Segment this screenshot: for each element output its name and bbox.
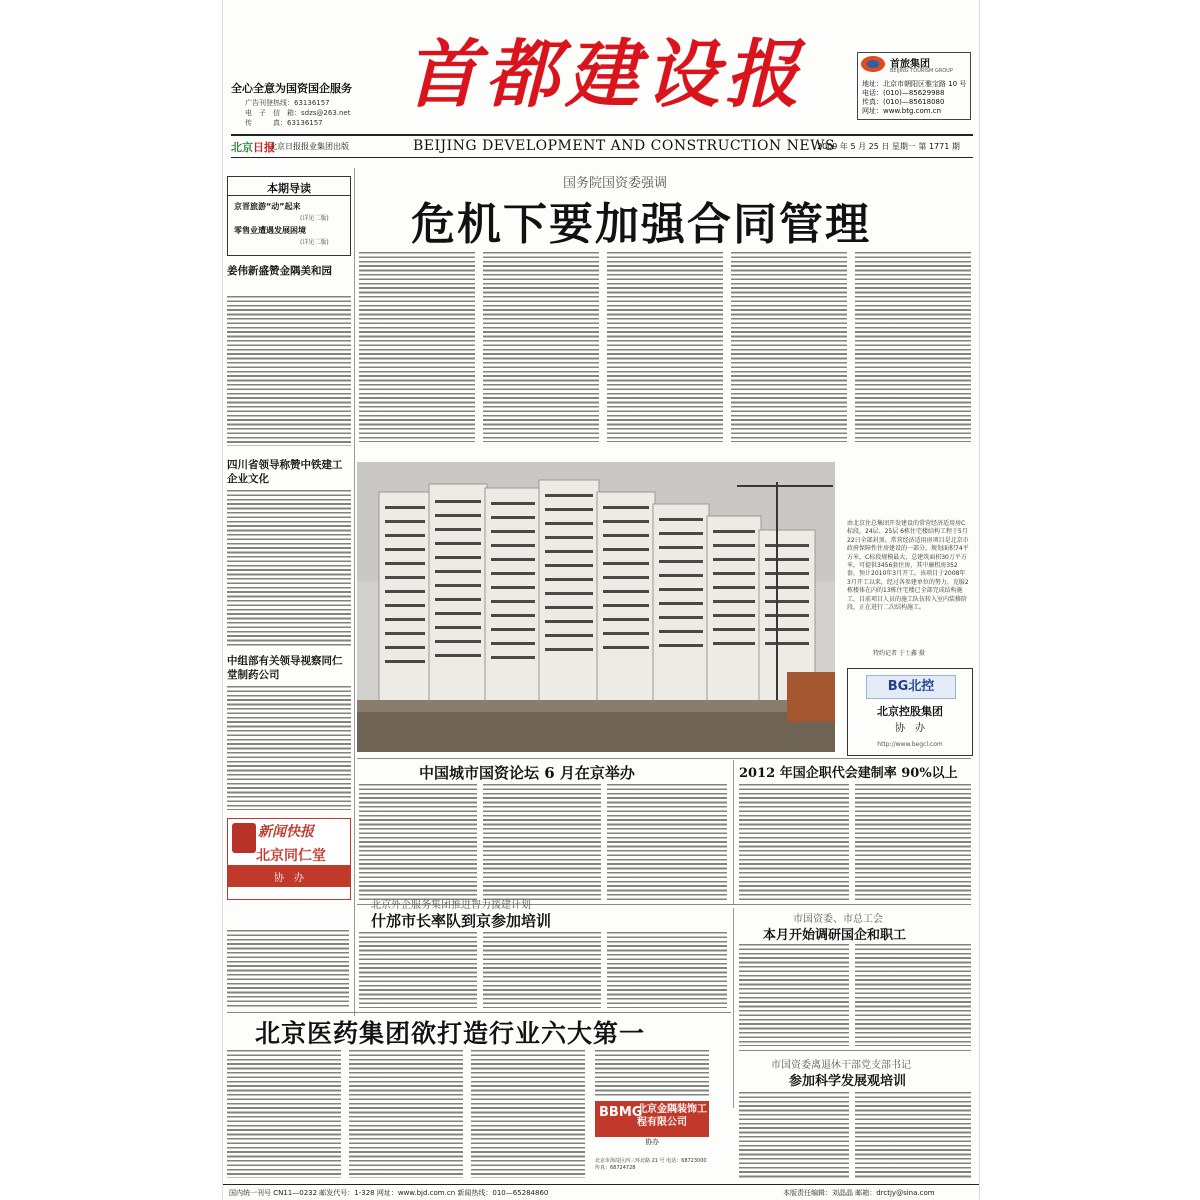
- sponsor-line: 电话：(010)—85629988: [862, 89, 945, 97]
- footer-rule: [223, 1184, 979, 1185]
- bg-sponsor-box: [847, 668, 973, 756]
- buildings-illustration: [357, 462, 835, 752]
- reform-body: [855, 784, 971, 900]
- bbmg-coorg: 协办: [645, 1138, 659, 1146]
- training-kicker: 北京外企服务集团推进智力援建计划: [371, 900, 531, 911]
- bbmg-name: 北京金隅装饰工程有限公司: [637, 1104, 707, 1128]
- guide-ref: (详见二版): [300, 239, 329, 246]
- guide-item[interactable]: 零售业遭遇发展困境: [234, 226, 306, 235]
- article-body: [227, 686, 351, 810]
- pharma-body: [227, 1050, 341, 1178]
- bg-name: 北京控股集团: [877, 705, 943, 718]
- retirees-kicker: 市国资委离退休干部党支部书记: [771, 1060, 911, 1071]
- masthead-title: 首都建设报: [405, 32, 805, 118]
- sponsor-contacts: [862, 80, 966, 116]
- footer-left: 国内统一刊号 CN11—0232 邮发代号：1-328 网址：www.bjd.com.cn 新闻热线：010—65284860: [229, 1189, 549, 1197]
- pharma-body: [349, 1050, 463, 1178]
- sponsor-top-box: [857, 52, 971, 120]
- contact-info: [245, 98, 351, 128]
- lead-headline[interactable]: 危机下要加强合同管理: [411, 199, 871, 250]
- bbmg-sponsor-box: [595, 1101, 709, 1137]
- survey-body: [739, 944, 849, 1046]
- training-body: [607, 932, 727, 1008]
- article-body: [227, 296, 351, 446]
- column-divider: [733, 908, 734, 1108]
- article-headline[interactable]: 中组部有关领导视察同仁堂制药公司: [227, 655, 343, 681]
- english-title: BEIJING DEVELOPMENT AND CONSTRUCTION NEWS: [413, 138, 836, 154]
- sponsor-line: 传真：(010)—85618080: [862, 98, 945, 106]
- article-body: [227, 490, 351, 648]
- contact-line: 电 子 信 箱：sdzs@263.net: [245, 109, 351, 117]
- construction-photo: [357, 462, 835, 752]
- footer-right: 本版责任编辑：刘晶晶 邮箱：drctjy@sina.com: [783, 1189, 935, 1197]
- masthead-rule-bottom: [231, 157, 973, 158]
- survey-body: [855, 944, 971, 1046]
- pharma-headline[interactable]: 北京医药集团欲打造行业六大第一: [255, 1019, 646, 1048]
- column-divider: [354, 168, 355, 1016]
- lead-body: [731, 252, 847, 442]
- btg-logo-icon: [861, 56, 885, 72]
- photo-caption: 由北京住总集团开发建设的常营经济适用房C标段，24层、25层 6栋住宅楼结构工程于5月22日全部封顶。常营经济适用房项目是北京市政府保障性住房建设的一部分，规划面积74平方米，C标段规模最大，总建筑面积30万平方米，可提供3456套住房，其中廉租房352套，预计2010年3月开工。该项目于2008年3月开工以来，经过各参建单位的努力，克服2栋楼体在内的13栋住宅楼已全部完成结构施工，目前项目人员的施工队伍转入室内装修阶段，正在进行二次结构施工。: [847, 520, 969, 612]
- lead-body: [607, 252, 723, 442]
- divider: [228, 195, 350, 196]
- group-logo-right: 日报: [253, 141, 275, 154]
- retirees-body: [739, 1092, 849, 1178]
- bg-url[interactable]: http://www.begcl.com: [877, 741, 943, 748]
- section-divider: [227, 1012, 731, 1013]
- article-headline[interactable]: 姜伟新盛赞金隅美和园: [227, 265, 332, 277]
- tongrentang-name: 北京同仁堂: [256, 848, 326, 864]
- sponsor-line: 地址：北京市朝阳区雅宝路 10 号: [862, 80, 967, 88]
- newspaper-page: [222, 0, 980, 1200]
- survey-headline[interactable]: 本月开始调研国企和职工: [763, 928, 907, 943]
- forum-body: [607, 784, 727, 900]
- section-divider: [357, 758, 971, 759]
- pharma-body: [471, 1050, 585, 1178]
- lead-body: [483, 252, 599, 442]
- news-label: 新闻快报: [258, 824, 314, 840]
- column-divider: [733, 760, 734, 904]
- issue-info: 2009 年 5 月 25 日 星期一 第 1771 期: [817, 142, 960, 151]
- guide-ref: (详见二版): [300, 215, 329, 222]
- bbmg-logo-icon: BBMG: [599, 1105, 643, 1120]
- lead-body: [359, 252, 475, 442]
- article-headline[interactable]: 四川省领导称赞中铁建工企业文化: [227, 459, 343, 485]
- forum-body: [483, 784, 601, 900]
- bbmg-address: 北京市海淀区西三环北路 21 号 电话：68723000 传真：68724728: [595, 1158, 707, 1171]
- training-body: [227, 930, 349, 1008]
- sponsor-name: 首旅集团: [890, 59, 930, 70]
- bg-logo-icon: BG北控: [866, 675, 956, 699]
- masthead-rule: [231, 134, 973, 136]
- lead-body: [855, 252, 971, 442]
- lead-kicker: 国务院国资委强调: [563, 176, 668, 191]
- guide-item[interactable]: 京晋旅游“动”起来: [234, 202, 301, 211]
- publisher: 北京日报报业集团出版: [269, 142, 349, 151]
- reform-headline[interactable]: 2012 年国企职代会建制率 90%以上: [739, 766, 958, 781]
- training-headline[interactable]: 什邡市长率队到京参加培训: [371, 912, 552, 930]
- group-logo-left: 北京: [231, 141, 253, 154]
- training-body: [359, 932, 477, 1008]
- photo-credit: 特约记者 于士鑫 摄: [873, 650, 925, 657]
- sponsor-english: BEIJING TOURISM GROUP: [890, 68, 953, 74]
- pharma-body: [595, 1050, 709, 1096]
- section-divider: [739, 1050, 971, 1051]
- retirees-headline[interactable]: 参加科学发展观培训: [789, 1074, 907, 1089]
- bg-coorg: 协 办: [895, 723, 925, 734]
- sponsor-line: 网址：www.btg.com.cn: [862, 107, 942, 115]
- survey-kicker: 市国资委、市总工会: [793, 914, 883, 925]
- slogan: 全心全意为国资国企服务: [231, 82, 352, 95]
- tongrentang-box: [227, 818, 351, 900]
- forum-body: [359, 784, 477, 900]
- guide-title: 本期导读: [267, 182, 311, 195]
- guide-box: [227, 176, 351, 256]
- reform-body: [739, 784, 849, 900]
- contact-line: 传 真：63136157: [245, 119, 323, 127]
- training-body: [483, 932, 601, 1008]
- retirees-body: [855, 1092, 971, 1178]
- tongrentang-seal-icon: [232, 823, 256, 853]
- tongrentang-coorg: 协 办: [274, 873, 304, 884]
- forum-headline[interactable]: 中国城市国资论坛 6 月在京举办: [419, 764, 635, 782]
- contact-line: 广告刊登热线：63136157: [245, 99, 330, 107]
